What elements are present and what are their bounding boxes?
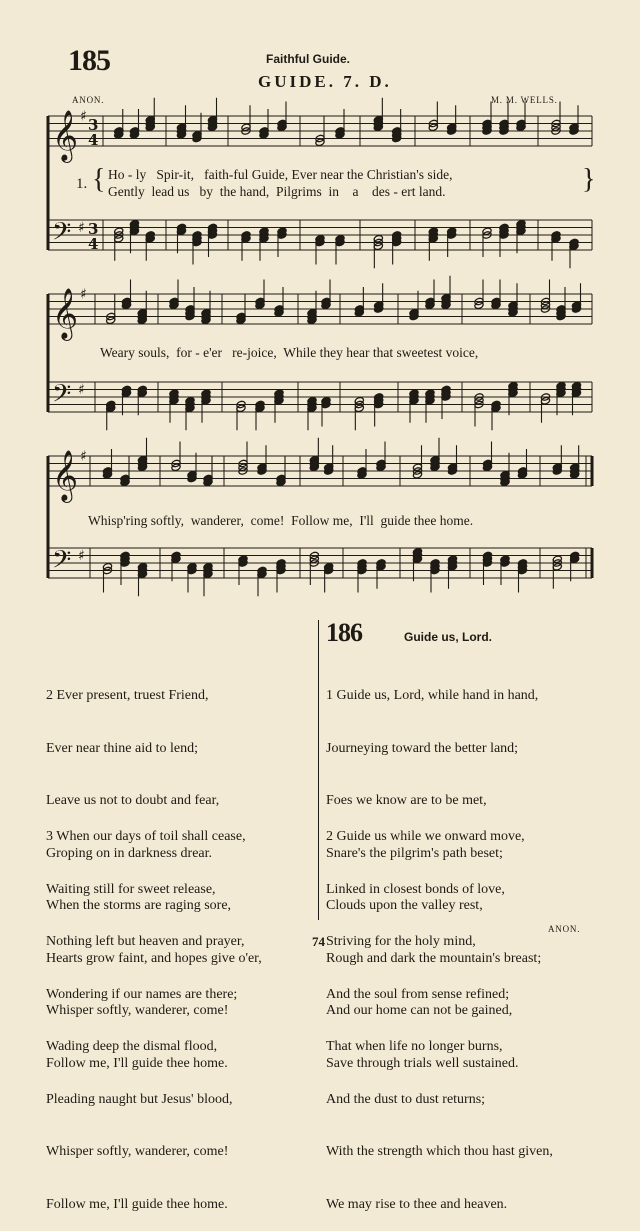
svg-text:♯: ♯ [80, 108, 87, 125]
verse-line: Whisper softly, wanderer, come! [46, 1003, 229, 1018]
verse-line: 3 When our days of toil shall cease, [46, 829, 246, 844]
svg-text:♯: ♯ [78, 220, 85, 236]
verse-line: Waiting still for sweet release, [46, 881, 216, 897]
verse-line: With the strength which thou hast given, [326, 1144, 553, 1159]
svg-text:𝄢: 𝄢 [52, 217, 72, 253]
verse-line: Wading deep the dismal flood, [46, 1039, 218, 1054]
lyric-line-2: Gently lead us by the hand, Pilgrims in a des - ert land. [108, 184, 446, 199]
verse-line: Snare's the pilgrim's path beset; [326, 845, 503, 861]
verse-line: 1 Guide us, Lord, while hand in hand, [326, 688, 539, 703]
verse-line: 2 Guide us while we onward move, [326, 829, 525, 844]
verse-line: 2 Ever present, truest Friend, [46, 688, 209, 703]
svg-text:𝄞: 𝄞 [52, 450, 79, 501]
svg-text:♯: ♯ [80, 286, 87, 303]
verse-line: Hearts grow faint, and hopes give o'er, [46, 950, 262, 966]
verse-line: We may rise to thee and heaven. [326, 1196, 508, 1212]
verse-line: Follow me, I'll guide thee home. [46, 1196, 228, 1212]
hymn-186-credit: ANON. [548, 924, 581, 934]
lyric-line-3: Weary souls, for - e'er re-joice, While they hear that sweetest voice, [100, 345, 479, 360]
verse-2-186 [326, 793, 553, 1231]
svg-text:4: 4 [88, 131, 99, 149]
tune-name: GUIDE. 7. D. [258, 72, 392, 91]
verse-number-1: 1. [76, 176, 88, 192]
verse-line: Journeying toward the better land; [326, 740, 519, 756]
composer-right: M. M. WELLS. [491, 95, 558, 105]
svg-text:♯: ♯ [78, 382, 85, 398]
verse-line: When the storms are raging sore, [46, 898, 232, 913]
svg-text:3: 3 [88, 116, 99, 134]
svg-text:𝄢: 𝄢 [52, 379, 72, 415]
svg-text:𝄞: 𝄞 [52, 288, 79, 339]
page-number: 74 [312, 934, 325, 949]
hymn-subtitle: Faithful Guide. [266, 52, 350, 66]
svg-text:3: 3 [88, 220, 99, 238]
verse-line: Leave us not to doubt and fear, [46, 793, 220, 808]
verse-line: And the dust to dust returns; [326, 1091, 486, 1107]
lyric-brace: { [92, 164, 106, 195]
verse-line: And our home can not be gained, [326, 1003, 513, 1018]
verse-line: Rough and dark the mountain's breast; [326, 950, 542, 966]
verse-line: Follow me, I'll guide thee home. [46, 1055, 228, 1071]
verse-line: Striving for the holy mind, [326, 934, 476, 949]
verse-line: Whisper softly, wanderer, come! [46, 1144, 229, 1159]
svg-text:𝄢: 𝄢 [52, 545, 72, 581]
verse-line: Pleading naught but Jesus' blood, [46, 1091, 233, 1107]
verse-line: Wondering if our names are there; [46, 986, 238, 1002]
hymn-186-title: Guide us, Lord. [404, 630, 493, 644]
verse-line: Foes we know are to be met, [326, 793, 487, 808]
verse-line: Clouds upon the valley rest, [326, 898, 483, 913]
verse-line: And the soul from sense refined; [326, 986, 510, 1002]
svg-text:𝄞: 𝄞 [52, 110, 79, 161]
hymn-number-185: 185 [68, 44, 110, 77]
verse-line: That when life no longer burns, [326, 1039, 503, 1054]
hymn-number-186: 186 [326, 618, 362, 647]
svg-text:♯: ♯ [78, 548, 85, 564]
verse-line: Nothing left but heaven and prayer, [46, 934, 245, 949]
verse-line: Linked in closest bonds of love, [326, 881, 505, 897]
lyric-brace-close: } [582, 164, 596, 195]
column-divider [318, 620, 319, 920]
verse-line: Groping on in darkness drear. [46, 845, 213, 861]
lyric-line-4: Whisp'ring softly, wanderer, come! Follow me, I'll guide thee home. [88, 513, 474, 528]
verse-line: Ever near thine aid to lend; [46, 740, 198, 756]
svg-text:♯: ♯ [80, 448, 87, 465]
verse-3-185 [46, 793, 246, 1231]
svg-text:4: 4 [88, 235, 99, 253]
verse-line: Save through trials well sustained. [326, 1055, 519, 1071]
composer-left: ANON. [72, 95, 105, 105]
lyric-line-1: Ho - ly Spir-it, faith-ful Guide, Ever near the Christian's side, [108, 167, 453, 182]
